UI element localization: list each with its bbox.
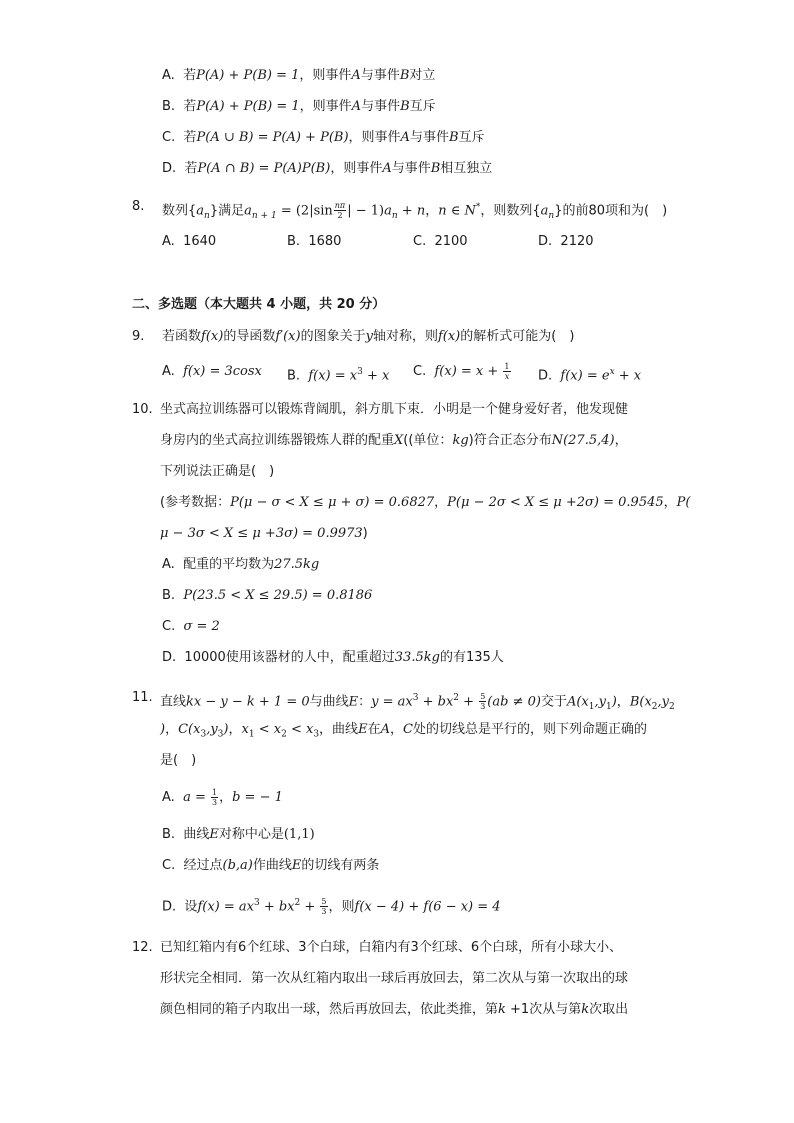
q11-option-d: D. 设$f(x) = ax^3 + bx^2$ + $\frac{5}{3}$ ，则f(x − 4) + f(6 − x) = 4 — [162, 897, 501, 917]
q10-number: 10. — [132, 402, 153, 417]
q12-line2: 形状完全相同．第一次从红箱内取出一球后再放回去，第二次从与第一次取出的球 — [160, 971, 629, 986]
q10-line1: 坐式高拉训练器可以锻炼背阔肌，斜方肌下束．小明是一个健身爱好者，他发现健 — [160, 402, 629, 417]
q10-option-a: A. 配重的平均数为27.5kg — [162, 557, 320, 572]
q12-number: 12. — [132, 940, 153, 955]
q8-stem: 数列$\{a_n\}$满足$a_{n + 1} = (2|\sin$ $\frac{n\pi}{2}$ | − $1)a_n + n$，n ∈ N*，则数列$\{a_n\}$的前80项和为( ) — [162, 201, 668, 221]
q8-option-b: B. 1680 — [287, 234, 342, 249]
q9-number: 9. — [132, 329, 145, 344]
q11-line2: )，$C(x_3,y_3)$，$x_1 < x_2 < x_3$，曲线E在A，C处的切线总是平行的，则下列命题正确的 — [160, 722, 647, 740]
q10-line2: 身房内的坐式高拉训练器锻炼人群的配重X((单位：kg)符合正态分布N(27.5,4)， — [160, 433, 628, 448]
q9-option-c: C. f(x) = x + $\frac{1}{x}$ — [413, 362, 510, 381]
q8-number: 8. — [132, 199, 145, 214]
q9-option-d: D. $f(x) = e^x + x$ — [538, 367, 642, 384]
q9-option-b: B. $f(x) = x^3 + x$ — [287, 367, 390, 384]
q8-option-c: C. 2100 — [413, 234, 468, 249]
q7-option-b: B. 若P(A) + P(B) = 1，则事件A与事件B互斥 — [162, 99, 436, 114]
q11-number: 11. — [132, 690, 153, 705]
q11-option-b: B. 曲线E对称中心是(1,1) — [162, 827, 315, 842]
q11-option-a: A. a = $\frac{1}{3}$ ，b = − 1 — [162, 788, 283, 807]
q10-line5: μ − 3σ < X ≤ μ +3σ) = 0.9973) — [160, 526, 368, 541]
q12-line1: 已知红箱内有6个红球、3个白球，白箱内有3个红球、6个白球，所有小球大小、 — [160, 940, 623, 955]
q11-option-c: C. 经过点(b,a)作曲线E的切线有两条 — [162, 858, 380, 873]
q7-option-d: D. 若P(A ∩ B) = P(A)P(B)，则事件A与事件B相互独立 — [162, 161, 493, 176]
q11-line3: 是( ) — [160, 753, 197, 768]
q9-stem: 若函数f(x)的导函数f′(x)的图象关于y轴对称，则f(x)的解析式可能为( ) — [162, 329, 575, 344]
q7-option-a: A. 若P(A) + P(B) = 1，则事件A与事件B对立 — [162, 68, 436, 83]
q10-option-d: D. 10000使用该器材的人中，配重超过33.5kg的有135人 — [162, 650, 504, 665]
q11-line1: 直线kx − y − k + 1 = 0与曲线E：$y = ax^3 + bx^2$ + $\frac{5}{3}$ (ab ≠ 0)交于$A(x_1,y_1)$，$B(x_2,y_2$ — [160, 692, 675, 712]
q10-option-b: B. P(23.5 < X ≤ 29.5) = 0.8186 — [162, 588, 373, 603]
q10-line3: 下列说法正确是( ) — [160, 464, 275, 479]
section-heading: 二、多选题（本大题共 4 小题，共 20 分） — [132, 297, 386, 312]
q12-line3: 颜色相同的箱子内取出一球，然后再放回去，依此类推，第k +1次从与第k次取出 — [160, 1002, 629, 1017]
q10-option-c: C. σ = 2 — [162, 619, 220, 634]
q8-option-a: A. 1640 — [162, 234, 217, 249]
q10-line4: (参考数据：P(μ − σ < X ≤ μ + σ) = 0.6827，P(μ − 2σ < X ≤ μ +2σ) = 0.9545，P( — [160, 495, 691, 510]
q9-option-a: A. f(x) = 3cosx — [162, 364, 262, 379]
q8-option-d: D. 2120 — [538, 234, 594, 249]
q7-option-c: C. 若P(A ∪ B) = P(A) + P(B)，则事件A与事件B互斥 — [162, 130, 485, 145]
